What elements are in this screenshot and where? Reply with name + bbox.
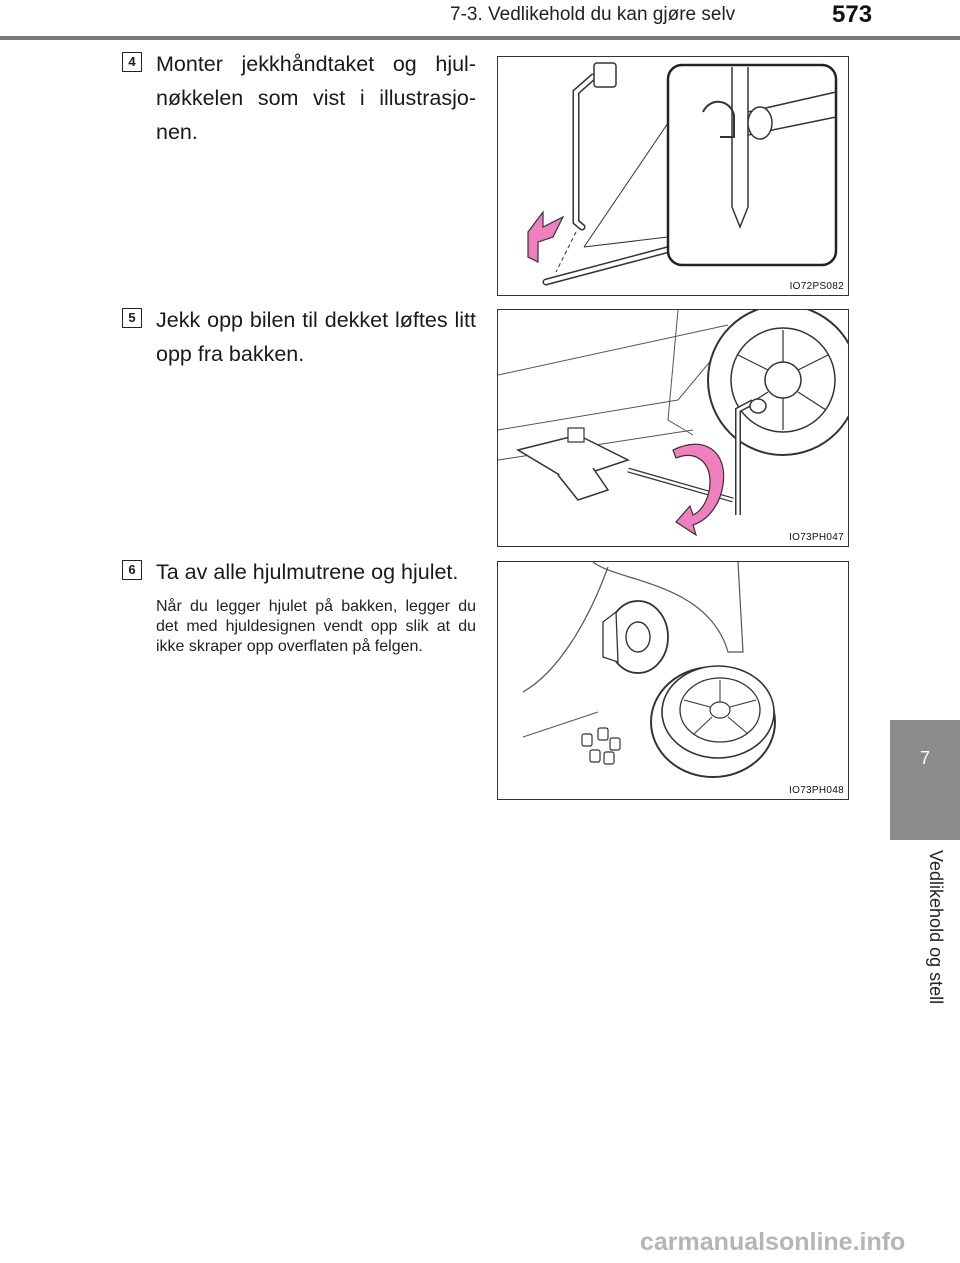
- step-number-6: 6: [122, 560, 142, 580]
- section-title: 7-3. Vedlikehold du kan gjøre selv: [450, 4, 736, 25]
- illustration-code: IO72PS082: [789, 281, 844, 292]
- wheel-removed-illustration: [498, 562, 848, 799]
- illustration-wheel-removed: [497, 561, 849, 800]
- illustration-code: IO73PH048: [789, 785, 844, 796]
- jack-handle-wrench-assembly-illustration: [498, 57, 848, 295]
- step-number-5: 5: [122, 308, 142, 328]
- step-6-note: Når du legger hjulet på bakken, legger du det med hjuldesignen vendt opp slik at du ikke skraper opp overflaten på felgen.: [156, 598, 476, 655]
- step-4-text: Monter jekkhåndtaket og hjul-nøkkelen som vist i illustrasjo-nen.: [156, 52, 476, 144]
- illustration-code: IO73PH047: [789, 532, 844, 543]
- illustration-jack-lifting: [497, 309, 849, 547]
- step-6-text: Ta av alle hjulmutrene og hjulet.: [156, 560, 459, 584]
- watermark: carmanualsonline.info: [640, 1228, 906, 1256]
- header-rule: [0, 36, 960, 40]
- page-number: 573: [832, 1, 873, 28]
- chapter-tab: [890, 720, 960, 840]
- chapter-label: Vedlikehold og stell: [926, 850, 946, 1005]
- car-jack-lifting-illustration: [498, 310, 848, 546]
- step-5-text: Jekk opp bilen til dekket løftes litt opp fra bakken.: [156, 308, 476, 366]
- step-number-4: 4: [122, 52, 142, 72]
- chapter-number: 7: [919, 748, 930, 768]
- illustration-jack-handle: [497, 56, 849, 296]
